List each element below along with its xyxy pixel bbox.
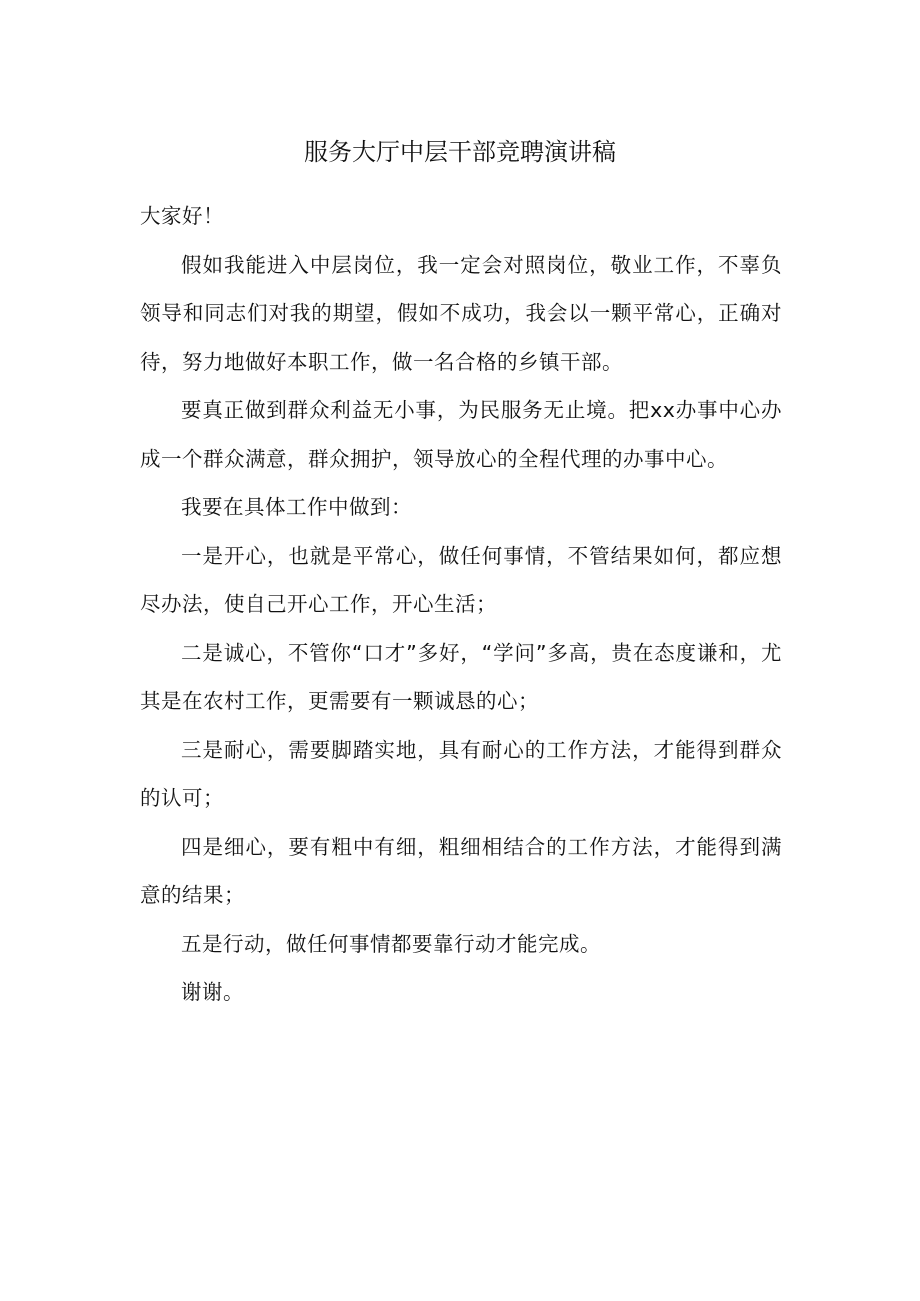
paragraph: 要真正做到群众利益无小事，为民服务无止境。把xx办事中心办成一个群众满意，群众拥护，领导放心的全程代理的办事中心。	[140, 398, 782, 471]
document-body	[140, 192, 782, 1017]
document-title: 服务大厅中层干部竞聘演讲稿	[304, 138, 616, 166]
paragraph: 三是耐心，需要脚踏实地，具有耐心的工作方法，才能得到群众的认可；	[140, 737, 782, 810]
greeting: 大家好！	[140, 204, 224, 228]
paragraph: 谢谢。	[181, 980, 244, 1004]
paragraph: 我要在具体工作中做到：	[181, 495, 412, 519]
paragraph: 假如我能进入中层岗位，我一定会对照岗位，敬业工作，不辜负领导和同志们对我的期望，假如不成功，我会以一颗平常心，正确对待，努力地做好本职工作，做一名合格的乡镇干部。	[140, 252, 782, 374]
paragraph: 一是开心，也就是平常心，做任何事情，不管结果如何，都应想尽办法，使自己开心工作，开心生活；	[140, 543, 782, 616]
paragraph: 四是细心，要有粗中有细，粗细相结合的工作方法，才能得到满意的结果；	[140, 834, 782, 907]
paragraph: 五是行动，做任何事情都要靠行动才能完成。	[181, 931, 601, 956]
paragraph: 二是诚心，不管你“口才”多好，“学问”多高，贵在态度谦和，尤其是在农村工作，更需要有一颗诚恳的心；	[140, 640, 782, 713]
